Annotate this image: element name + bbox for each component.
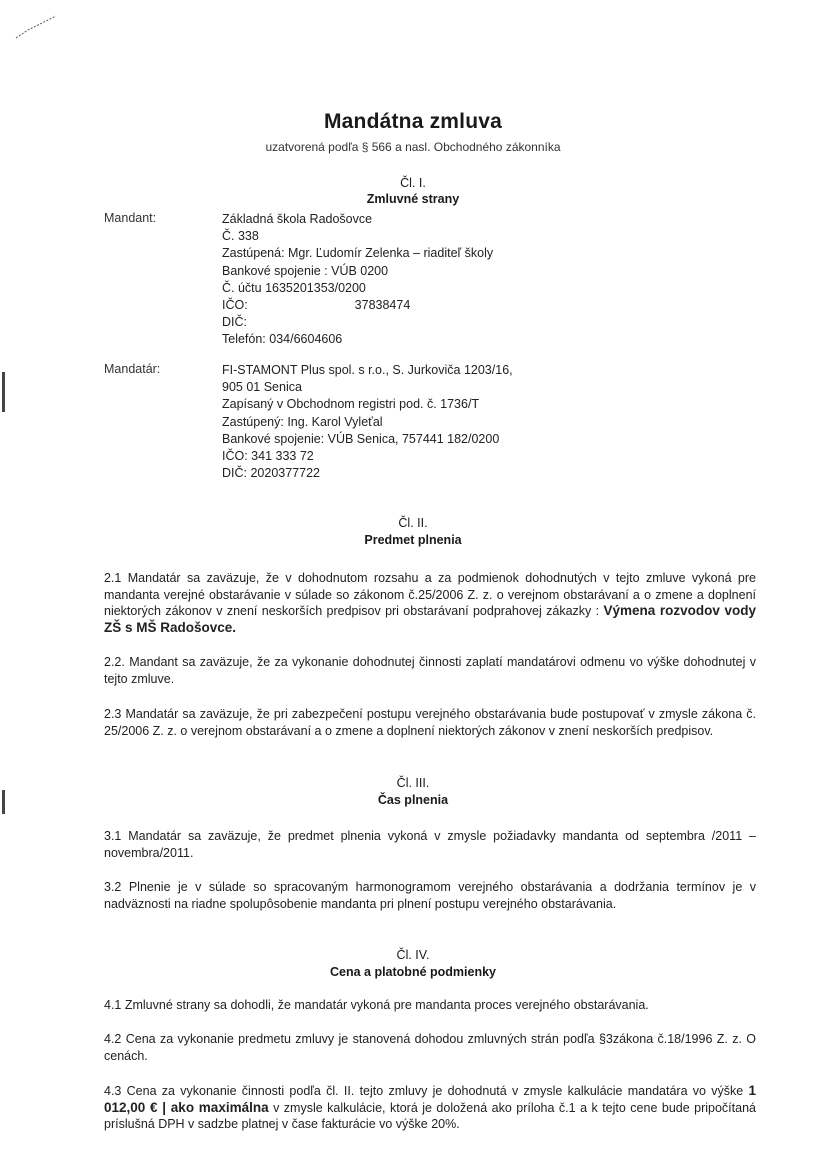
clause-text: 4.3 Cena za vykonanie činnosti podľa čl. II. tejto zmluvy je dohodnutá v zmysle kalkulácie mandatára vo výške [104,1084,744,1098]
clause-2-3: 2.3 Mandatár sa zaväzuje, že pri zabezpečení postupu verejného obstarávania bude postupovať v zmysle zákona č. 25/2006 Z. z. o verejnom obstarávaní a o zmene a doplnení niektorých zákonov v znení neskorších predpisov. [104,707,756,738]
mandant-line: Zastúpená: Mgr. Ľudomír Zelenka – riaditeľ školy [222,246,494,261]
document-title: Mandátna zmluva [323,110,503,133]
mandatar-line: Zastúpený: Ing. Karol Vyleťal [222,414,383,429]
clause-text: v zmysle kalkulácie, ktorá je doložená ako príloha č.1 a k tejto cene bude pripočítaná príslušná DPH v sadzbe platnej v čase fakturácie vo výške 20%. [104,1100,756,1132]
mandatar-line: Bankové spojenie: VÚB Senica, 757441 182/0200 [222,431,500,446]
clause-4-2: 4.2 Cena za vykonanie predmetu zmluvy je stanovená dohodou zmluvných strán podľa §3zákona č.18/1996 Z. z. O cenách. [104,1032,756,1063]
section-heading: Predmet plnenia [364,533,462,547]
document-subtitle: uzatvorená podľa § 566 a nasl. Obchodného zákonníka [265,140,561,154]
clause-4-1: 4.1 Zmluvné strany sa dohodli, že mandatár vykoná pre mandanta proces verejného obstarávania. [104,998,649,1012]
mandant-details [222,211,493,349]
mandant-line: Č. 338 [222,229,259,244]
mandant-line: Č. účtu 1635201353/0200 [222,280,366,295]
mandant-line: Základná škola Radošovce [222,212,373,226]
section-number: Čl. I. [400,176,426,190]
mandant-ico-label: IČO: [222,298,248,313]
mandant-ico-line [222,297,493,314]
clause-2-2: 2.2. Mandant sa zaväzuje, že za vykonanie dohodnutej činnosti zaplatí mandatárovi odmenu vo výške dohodnutej v tejto zmluve. [104,655,756,686]
contract-subject: Výmena rozvodov vody ZŠ s MŠ Radošovce. [104,603,757,635]
contract-price: 1 012,00 € | ako maximálna [104,1083,756,1115]
mandatar-label: Mandatár: [104,362,161,376]
mandant-label: Mandant: [104,211,157,225]
scan-mark-icon [14,14,58,40]
mandatar-line: IČO: 341 333 72 [222,449,314,464]
scan-edge-mark [2,372,5,412]
section-number: Čl. III. [396,776,430,790]
mandatar-line: 905 01 Senica [222,380,302,395]
mandant-ico-value: 37838474 [354,298,411,313]
clause-text: 2.1 Mandatár sa zaväzuje, že v dohodnutom rozsahu a za podmienok dohodnutých v tejto zmluve vykoná pre mandanta verejné obstarávanie v súlade so zákonom č.25/2006 Z. z. o verejnom obstarávaní a o zmene a doplnení niektorých zákonov v znení neskorších predpisov pri obstarávaní podprahovej zákazky : [104,571,756,619]
clause-3-2: 3.2 Plnenie je v súlade so spracovaným harmonogramom verejného obstarávania a dodržania termínov je v nadväznosti na riadne spolupôsobenie mandanta pri plnení postupu verejného obstarávania. [104,880,756,911]
mandatar-line: FI-STAMONT Plus spol. s r.o., S. Jurkoviča 1203/16, [222,363,513,377]
mandant-line: Bankové spojenie : VÚB 0200 [222,263,389,278]
section-heading: Cena a platobné podmienky [329,965,496,979]
mandatar-line: Zapísaný v Obchodnom registri pod. č. 1736/T [222,397,480,412]
section-heading: Čas plnenia [377,793,449,807]
section-number: Čl. IV. [396,948,430,962]
mandant-line: DIČ: [222,315,247,330]
clause-2-1 [104,570,756,636]
mandatar-line: DIČ: 2020377722 [222,466,320,481]
section-number: Čl. II. [398,516,428,530]
mandant-line: Telefón: 034/6604606 [222,332,343,347]
clause-4-3 [104,1083,756,1133]
section-heading: Zmluvné strany [366,192,460,206]
clause-3-1: 3.1 Mandatár sa zaväzuje, že predmet plnenia vykoná v zmysle požiadavky mandanta od septembra /2011 – novembra/2011. [104,829,756,860]
mandatar-details [222,362,513,482]
